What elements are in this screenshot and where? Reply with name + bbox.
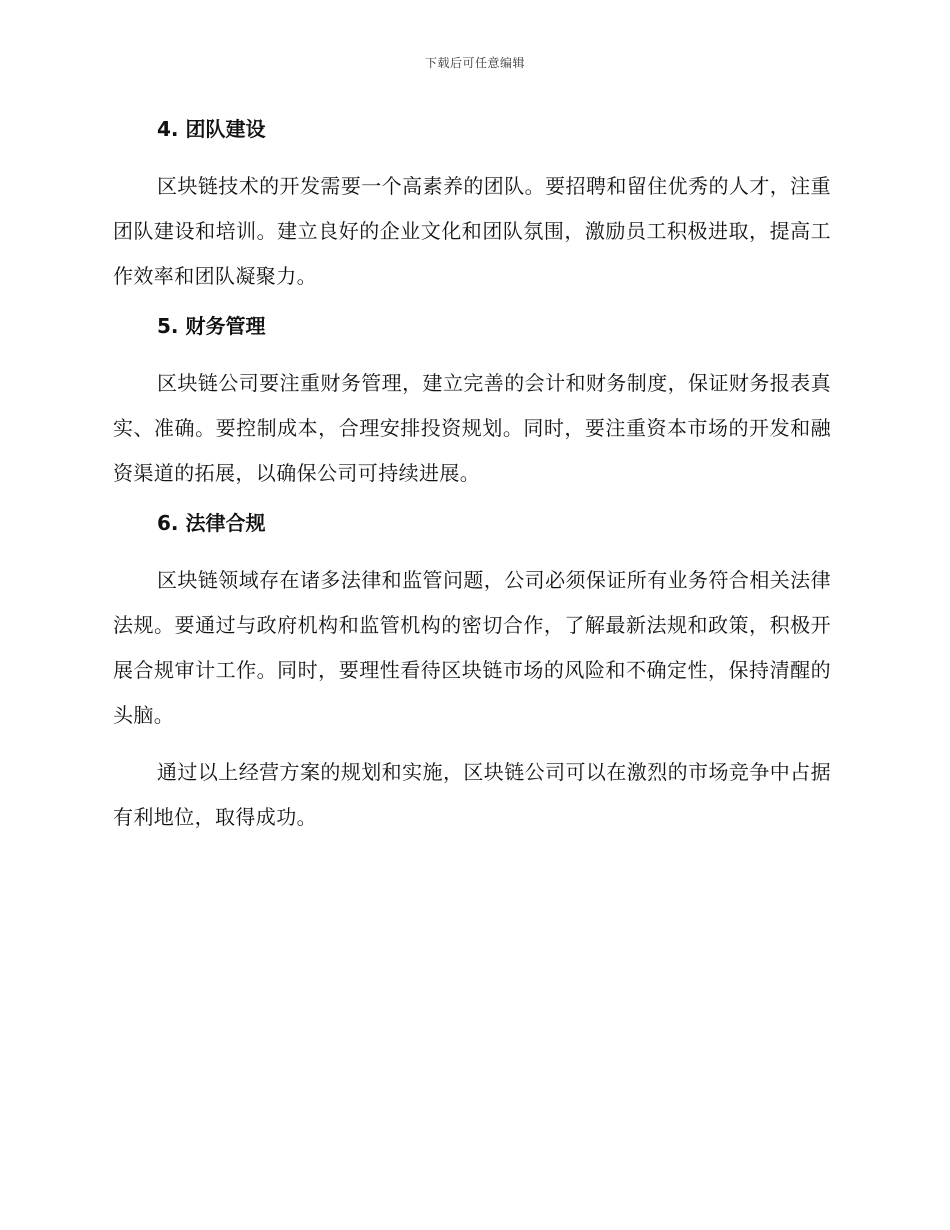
conclusion-paragraph: 通过以上经营方案的规划和实施，区块链公司可以在激烈的市场竞争中占据有利地位，取得成功。 <box>113 760 831 829</box>
section-heading: 4. 团队建设 <box>157 117 266 141</box>
section-team-building <box>113 112 831 299</box>
section-financial-management <box>113 309 831 496</box>
section-paragraph: 区块链技术的开发需要一个高素养的团队。要招聘和留住优秀的人才，注重团队建设和培训。建立良好的企业文化和团队氛围，激励员工积极进取，提高工作效率和团队凝聚力。 <box>113 174 831 288</box>
header-note: 下载后可任意编辑 <box>424 56 525 70</box>
document-body <box>113 112 831 840</box>
section-paragraph: 区块链领域存在诸多法律和监管问题，公司必须保证所有业务符合相关法律法规。要通过与政府机构和监管机构的密切合作，了解最新法规和政策，积极开展合规审计工作。同时，要理性看待区块链市场的风险和不确定性，保持清醒的头脑。 <box>113 568 831 727</box>
section-heading: 6. 法律合规 <box>157 511 266 535</box>
section-paragraph: 区块链公司要注重财务管理，建立完善的会计和财务制度，保证财务报表真实、准确。要控制成本，合理安排投资规划。同时，要注重资本市场的开发和融资渠道的拓展，以确保公司可持续进展。 <box>113 371 831 485</box>
section-legal-compliance <box>113 506 831 840</box>
section-heading: 5. 财务管理 <box>157 314 266 338</box>
